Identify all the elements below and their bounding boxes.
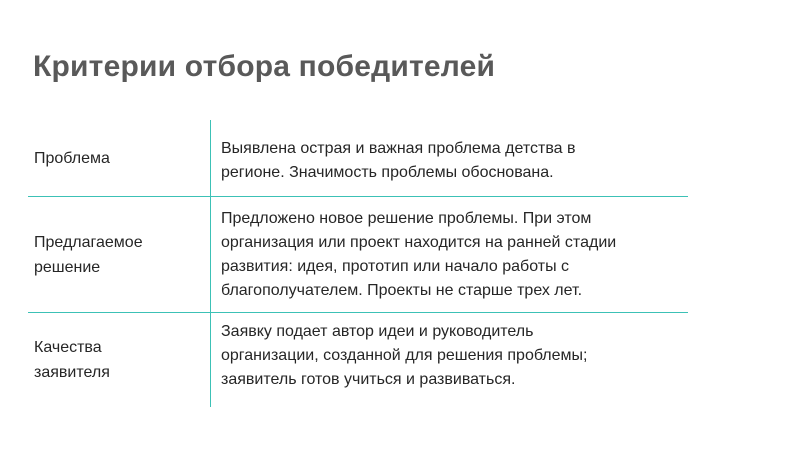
- criteria-description: [211, 197, 688, 312]
- criteria-description: [211, 120, 688, 196]
- description-line: регионе. Значимость проблемы обоснована.: [221, 164, 554, 181]
- criteria-row-solution: [28, 196, 688, 312]
- criteria-label: Предлагаемое решение: [34, 233, 143, 276]
- criteria-label-cell: [28, 313, 210, 407]
- slide-title: Критерии отбора победителей: [33, 50, 496, 83]
- criteria-table: [28, 120, 688, 407]
- description-line: организации, созданной для решения проблемы;: [221, 347, 588, 364]
- criteria-label-cell: [28, 120, 210, 196]
- description-line: благополучателем. Проекты не старше трех лет.: [221, 282, 583, 299]
- criteria-label-cell: [28, 197, 210, 312]
- criteria-description: [211, 313, 688, 407]
- description-line: заявитель готов учиться и развиваться.: [221, 371, 516, 388]
- description-line: Выявлена острая и важная проблема детства в: [221, 140, 576, 157]
- description-line: Предложено новое решение проблемы. При этом: [221, 210, 592, 227]
- criteria-label: Проблема: [34, 149, 110, 167]
- criteria-row-applicant: [28, 312, 688, 407]
- criteria-row-problem: [28, 120, 688, 196]
- description-line: развития: идея, прототип или начало работы с: [221, 258, 570, 275]
- description-line: организация или проект находится на ранней стадии: [221, 234, 617, 251]
- description-line: Заявку подает автор идеи и руководитель: [221, 323, 534, 340]
- criteria-label: Качества заявителя: [34, 339, 110, 381]
